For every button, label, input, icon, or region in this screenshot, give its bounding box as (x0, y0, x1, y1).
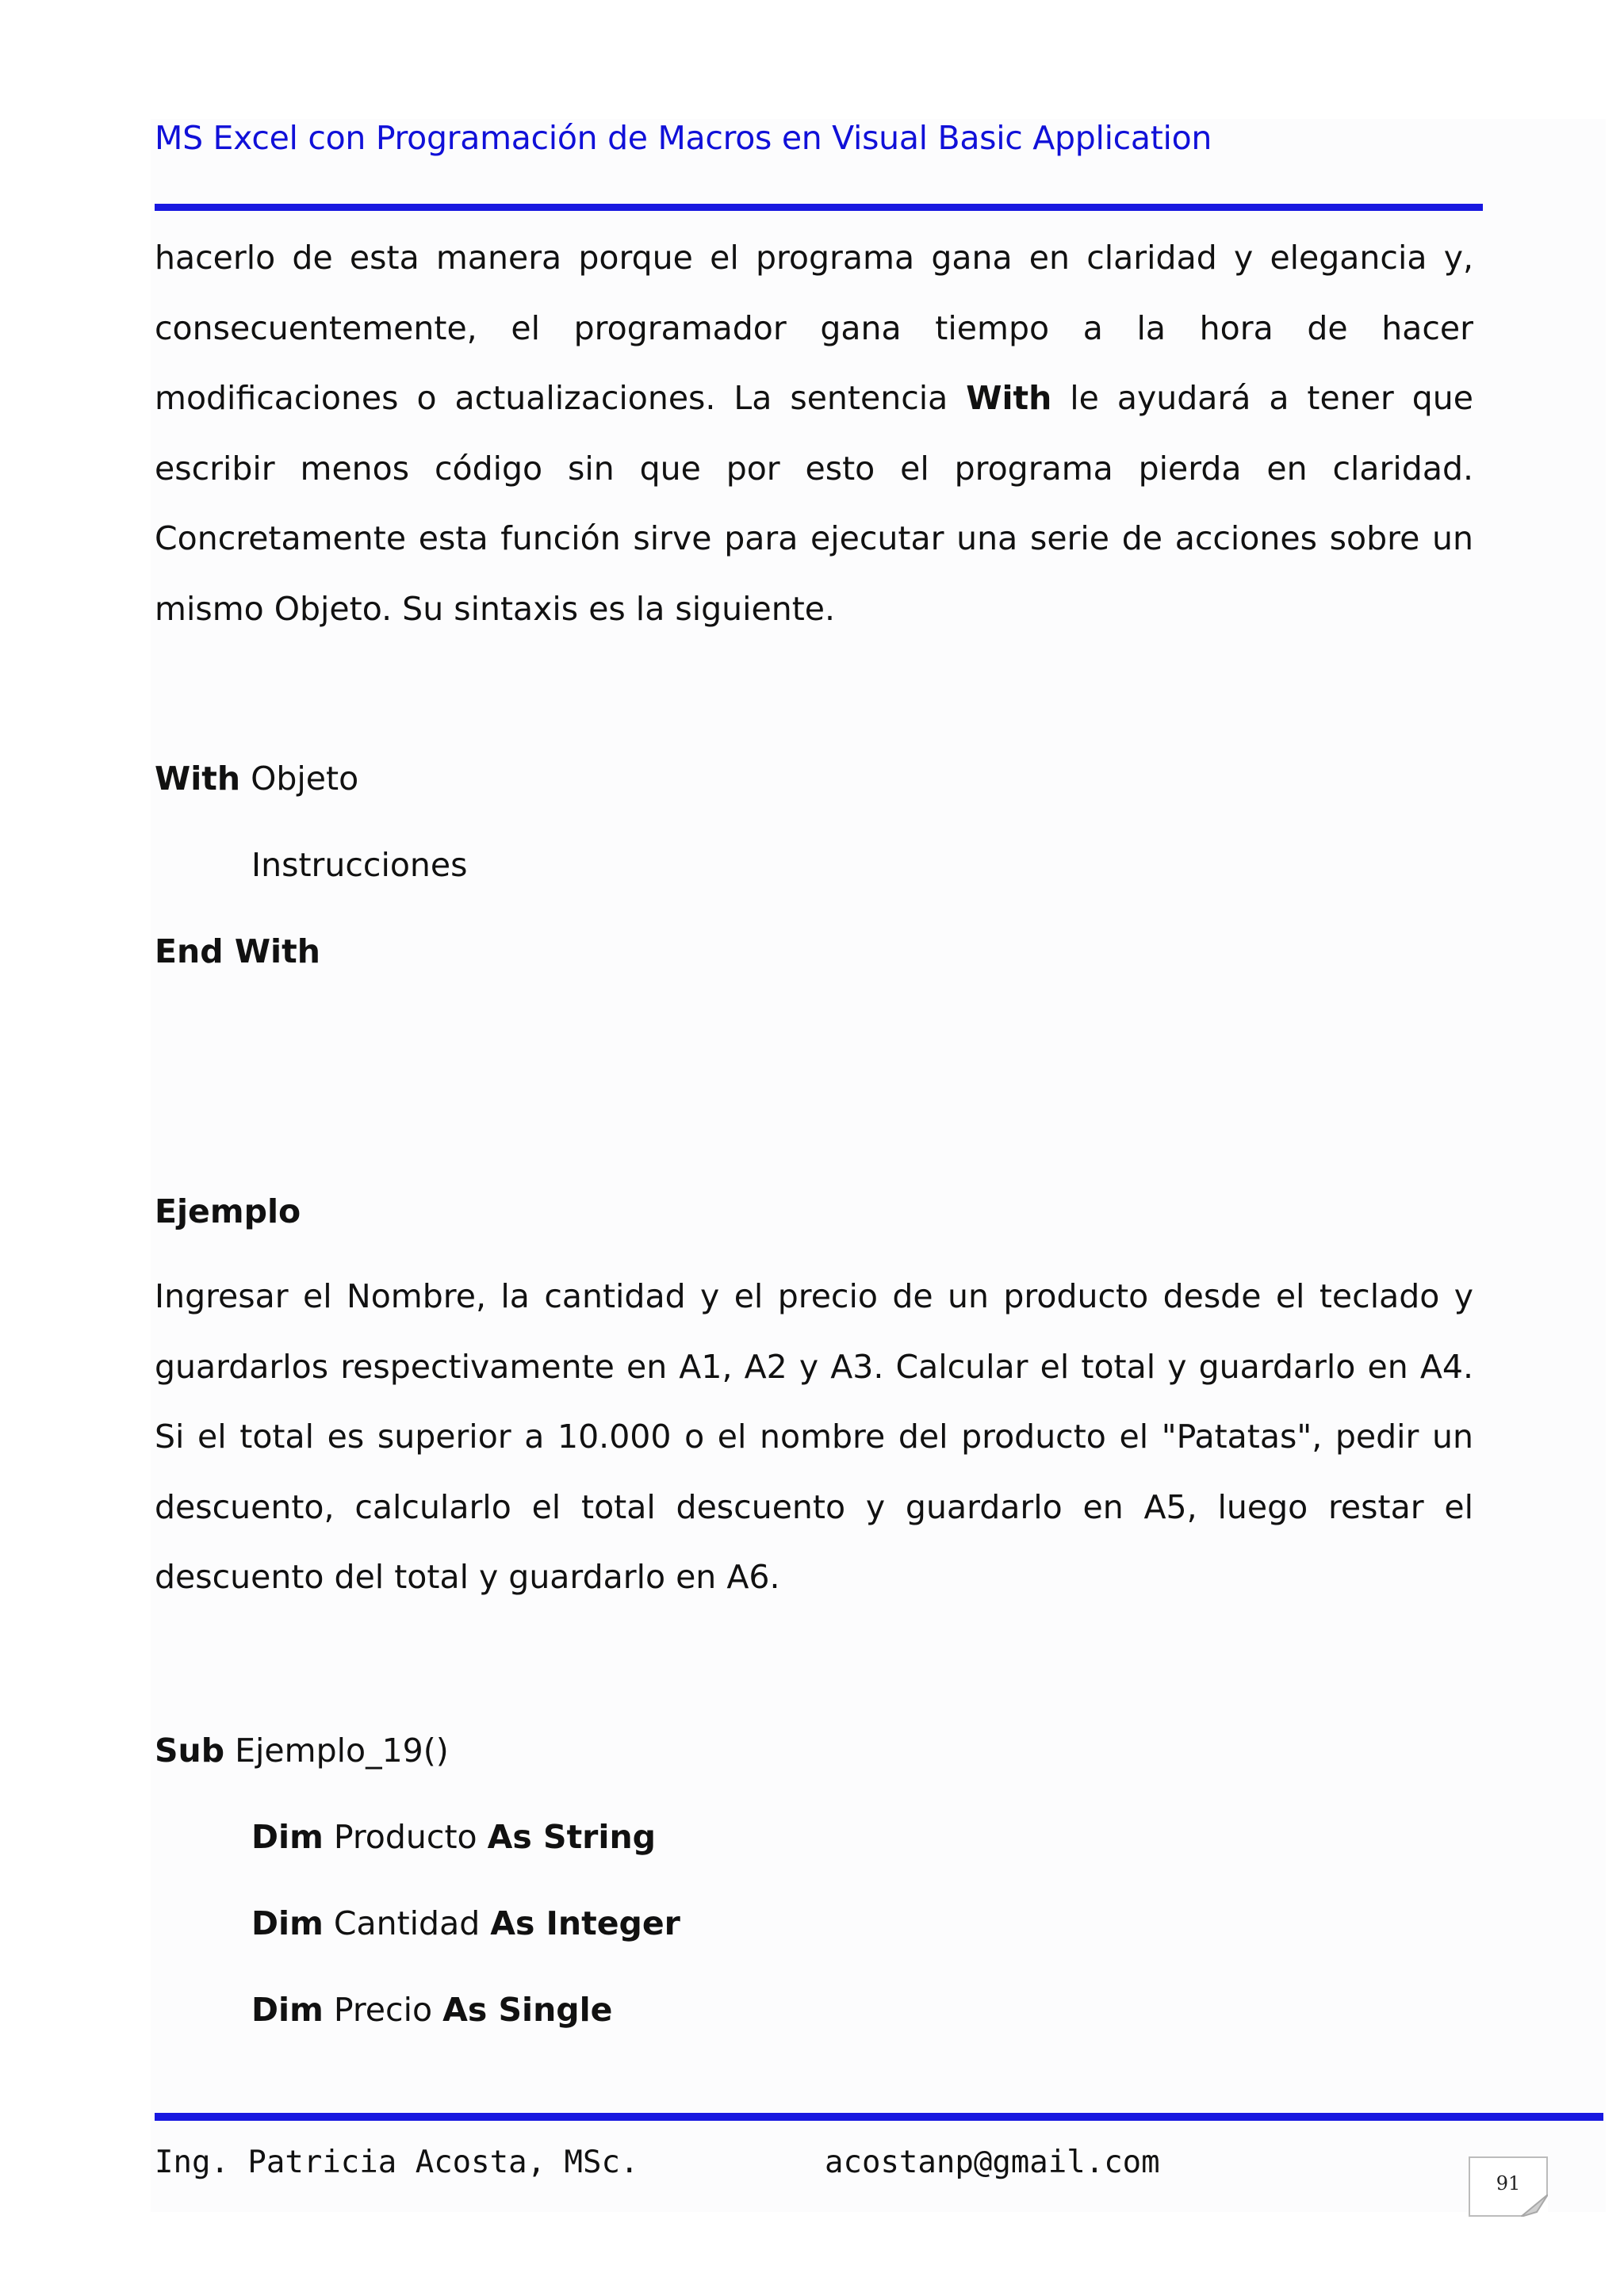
page-curl-icon (1521, 2195, 1548, 2217)
example-description: Ingresar el Nombre, la cantidad y el precio de un producto desde el teclado y guardarlos respectivamente en A1, A2 y A3. Calcular el total y guardarlo en A4. Si el total es superior a 10.000 o el nombre del producto el "Patatas", pedir un descuento, calcularlo el total descuento y guardarlo en A5, luego restar el descuento del total y guardarlo en A6. (155, 1277, 1473, 1596)
code-dim-keyword: Dim (251, 1818, 324, 1856)
page-number: 91 (1496, 2172, 1521, 2195)
code-var-name: Producto (323, 1818, 488, 1856)
code-sub-line (155, 1731, 449, 1770)
header-title: MS Excel con Programación de Macros en Visual Basic Application (155, 119, 1212, 157)
code-dim-line (251, 1904, 680, 1943)
code-dim-line (251, 1817, 656, 1857)
intro-paragraph (155, 223, 1473, 644)
code-dim-keyword: Dim (251, 1991, 324, 2029)
header-rule (155, 204, 1483, 211)
code-var-name: Precio (323, 1991, 443, 2029)
code-var-name: Cantidad (323, 1904, 491, 1942)
code-sub-name: Ejemplo_19() (224, 1732, 449, 1770)
syntax-body-line: Instrucciones (251, 846, 468, 884)
syntax-with-keyword: With (155, 760, 241, 798)
code-var-type: As Integer (490, 1904, 680, 1942)
code-dim-keyword: Dim (251, 1904, 324, 1942)
intro-text-2: le ayudará a tener que escribir menos código sin que por esto el programa pierda en claridad. Concretamente esta función sirve para ejecutar una serie de acciones sobre un mismo Objeto. Su sintaxis es la siguiente. (155, 379, 1473, 628)
intro-keyword: With (966, 379, 1052, 417)
footer-email: acostanp@gmail.com (825, 2145, 1160, 2180)
page-number-box (1469, 2156, 1548, 2217)
example-heading: Ejemplo (155, 1192, 301, 1230)
code-sub-keyword: Sub (155, 1732, 225, 1770)
syntax-with-line (155, 759, 358, 798)
footer-author: Ing. Patricia Acosta, MSc. (155, 2145, 639, 2180)
code-var-type: As Single (442, 1991, 613, 2029)
intro-text-1: hacerlo de esta manera porque el programa gana en claridad y elegancia y, consecuentemente, el programador gana tiempo a la hora de hacer modificaciones o actualizaciones. La sentencia (155, 239, 1473, 417)
syntax-with-object: Objeto (240, 760, 359, 798)
code-var-type: As String (487, 1818, 656, 1856)
code-dim-line (251, 1990, 612, 2030)
footer-rule (155, 2113, 1603, 2121)
syntax-end-line: End With (155, 932, 320, 970)
